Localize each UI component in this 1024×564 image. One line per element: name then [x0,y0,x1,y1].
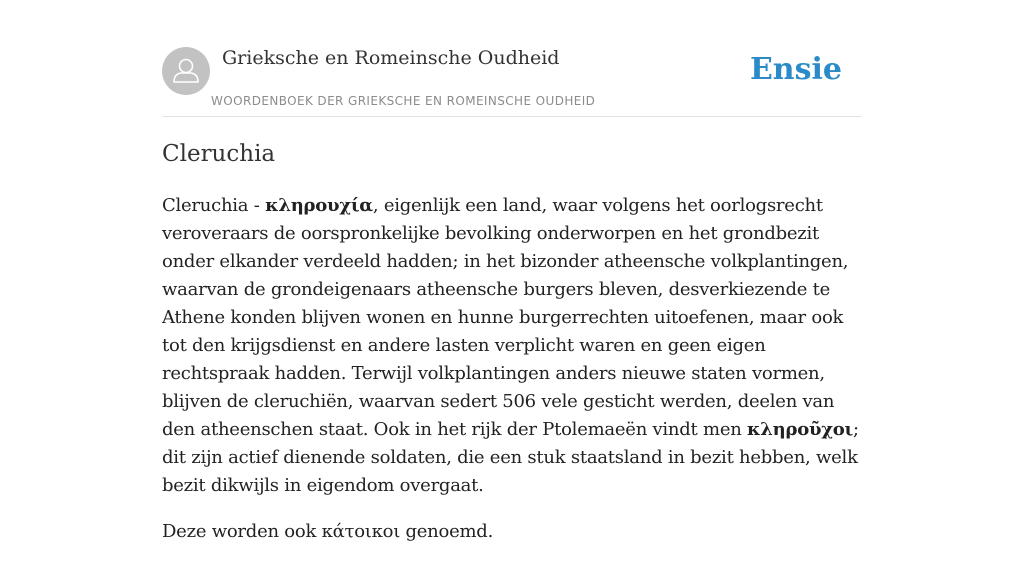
entry-text: , eigenlijk een land, waar volgens het oorlogsrecht veroveraars de oorspronkelijke bevolking onderworpen en het grondbezit onder elkander verdeeld hadden; in het bizonder atheensche volkplantingen, waarvan de grondeigenaars atheensche burgers bleven, desverkiezende te Athene konden blijven wonen en hunne burgerrechten uitoefenen, maar ook tot den krijgsdienst en andere lasten verplicht waren en geen eigen rechtspraak hadden. Terwijl volkplantingen anders nieuwe staten vormen, blijven de cleruchiën, waarvan sedert 506 vele gesticht werden, deelen van den atheenschen staat. Ook in het rijk der Ptolemaeën vindt men [162,195,849,440]
greek-term: κάτοικοι [321,521,400,542]
entry-text: genoemd. [400,521,494,542]
greek-term: κληροῦχοι [747,419,854,440]
entry-text: ; dit zijn actief dienende soldaten, die een stuk staatsland in bezit hebben, welk bezit dikwijls in eigendom overgaat. [162,419,859,496]
ensie-logo-link[interactable]: Ensie [749,52,842,87]
entry-lead: Cleruchia - [162,195,266,216]
entry-content [162,192,862,564]
book-subtitle: WOORDENBOEK DER GRIEKSCHE EN ROMEINSCHE OUDHEID [211,94,596,108]
page-header [162,46,862,117]
greek-term: κληρουχία [265,195,373,216]
avatar[interactable] [162,47,210,95]
entry-term: Cleruchia [162,141,276,167]
entry-paragraph [162,518,862,546]
user-silhouette-icon [162,47,210,95]
entry-text: Deze worden ook [162,521,322,542]
book-title[interactable]: Grieksche en Romeinsche Oudheid [222,47,560,69]
entry-paragraph [162,192,862,500]
